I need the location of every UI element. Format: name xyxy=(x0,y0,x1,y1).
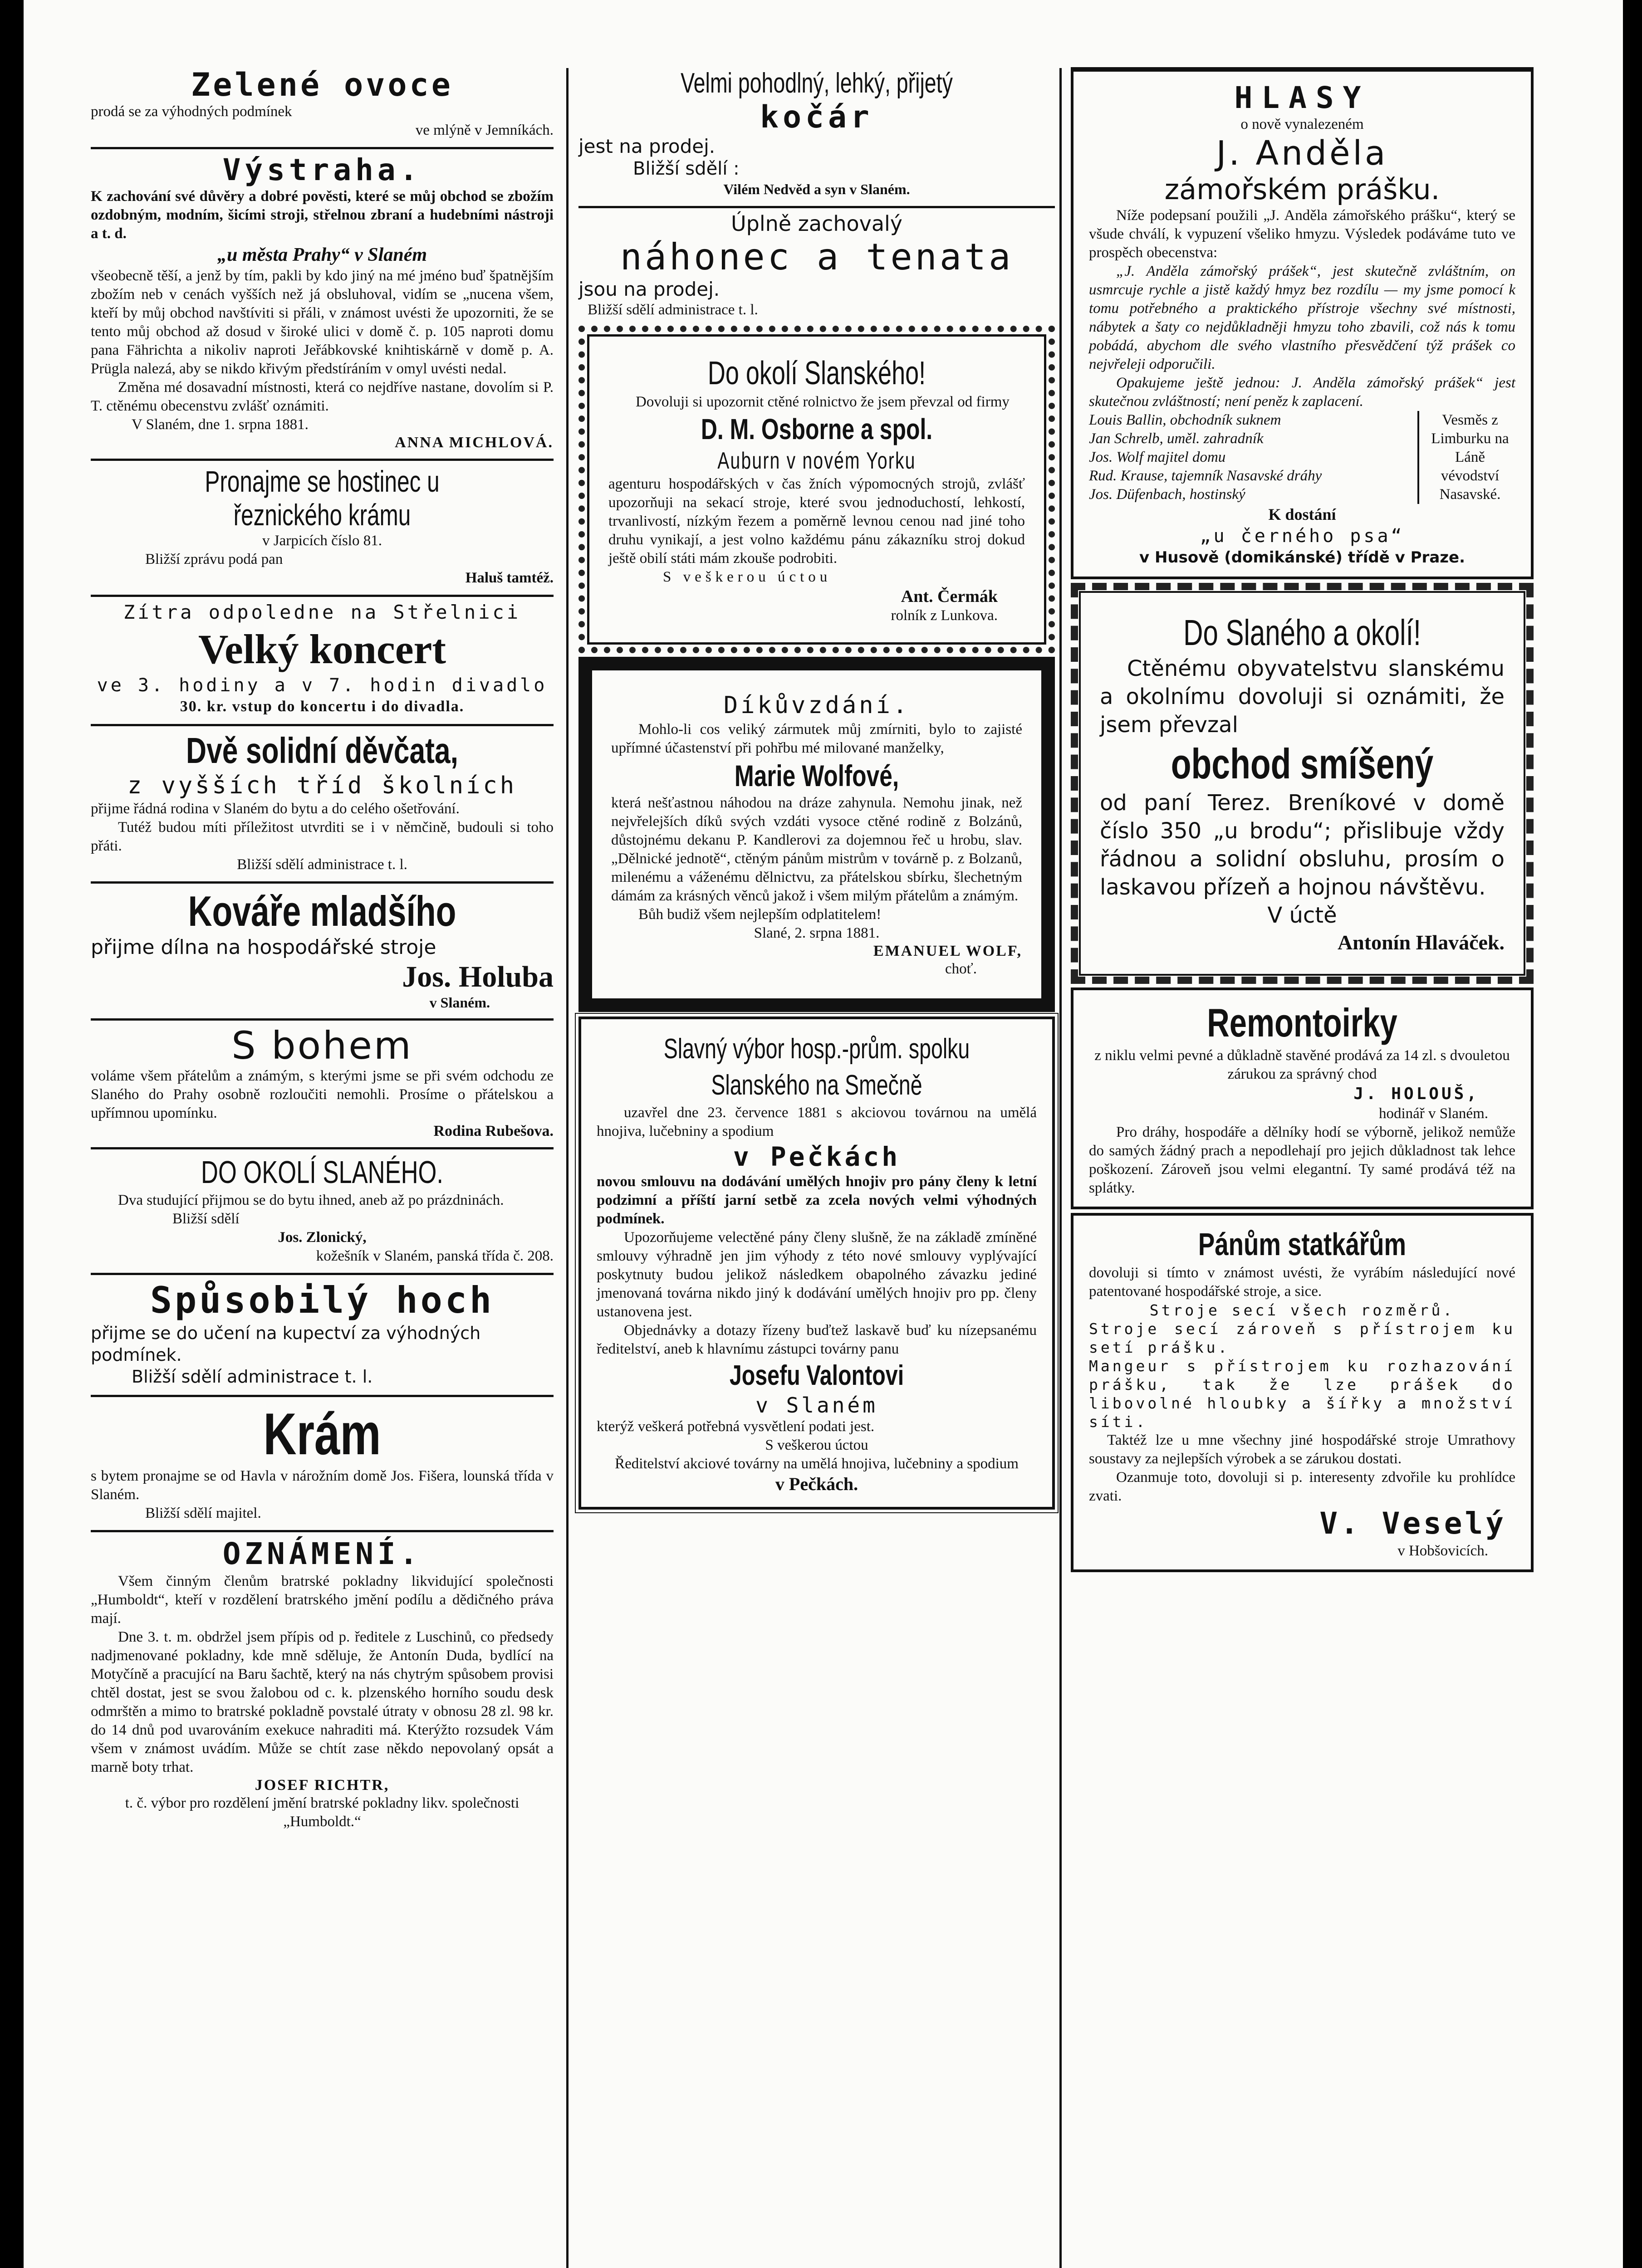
ad-heading: Výstraha. xyxy=(222,152,422,187)
ad-text: Ředitelství akciové továrny na umělá hnojiva, lučebniny a spodium xyxy=(615,1456,1019,1472)
ad-text: ve 3. hodiny a v 7. hodin divadlo xyxy=(97,675,548,696)
name-entry: Rud. Krause, tajemník Nasavské dráhy xyxy=(1089,468,1322,484)
ad-title: Josefu Valontovi xyxy=(729,1360,904,1391)
ad-text: Změna mé dosavadní místnosti, která co nejdříve nastane, dovolím si P. T. ctěnému obecenstvu zvlášť oznámiti. xyxy=(91,379,554,414)
ad-fertilizer-frame xyxy=(578,1017,1055,1510)
ad-carriage xyxy=(578,64,1055,208)
ad-apprentice xyxy=(91,1275,554,1397)
ad-text: „J. Anděla zámořský prášek“, jest skutečně zvláštním, on usmrcuje rychle a jistě každý hmyz bez rozdílu — my jsme pomocí k tomu potřebného a praktického přístroje všechny své místnosti, nábytek a šaty co nejdůkladněji hmyzu toho zbavili, což nás k tomu pobádá, abychom dle svého vlastního přesvědčení týž prášek co nejvřeleji odporučili. xyxy=(1089,263,1515,372)
ad-title: J. Anděla xyxy=(1216,134,1388,173)
ad-heading: Velmi pohodlný, lehký, přijetý xyxy=(681,68,953,99)
ad-text: K dostání xyxy=(1268,505,1336,523)
ad-students xyxy=(91,1149,554,1275)
ad-text: kterýž veškerá potřebná vysvětlení podati jest. xyxy=(597,1418,875,1435)
name-list xyxy=(1089,411,1413,504)
ad-subheading: Auburn v novém Yorku xyxy=(717,448,916,474)
ad-signature: V. Veselý xyxy=(1319,1506,1506,1541)
ad-text: Dovoluji si upozornit ctěné rolnictvo že jsem převzal od firmy xyxy=(636,394,1010,410)
ad-text: Vesměs z Limburku na Láně vévodství Nasavské. xyxy=(1431,412,1509,503)
testimonial-names xyxy=(1089,411,1515,504)
ad-signature: Rodina Rubešova. xyxy=(433,1123,554,1139)
ad-concert xyxy=(91,597,554,726)
ad-powder-frame xyxy=(1071,67,1534,579)
ad-text: Bližší sdělí xyxy=(172,1211,240,1227)
ad-text: Níže podepsaní použili „J. Anděla zámořského prášku“, který se všude chválí, k vypuzení všeliko hmyzu. Výsledek podáváme tuto ve prospěch obecenstva: xyxy=(1089,207,1515,261)
ad-watches-frame xyxy=(1071,987,1534,1209)
ad-text: v Jarpicích číslo 81. xyxy=(262,533,382,549)
ad-heading: Do okolí Slanského! xyxy=(707,355,926,391)
ad-text: Bůh budiž všem nejlepším odplatitelem! xyxy=(638,906,882,923)
name-entry: Jan Schrelb, uměl. zahradník xyxy=(1089,430,1264,447)
ad-text: v Husově (domikánské) třídě v Praze. xyxy=(1139,548,1466,567)
name-entry: Jos. Düfenbach, hostinský xyxy=(1089,486,1245,503)
ad-shop xyxy=(91,1397,554,1532)
ad-signature: v Pečkách. xyxy=(775,1474,858,1494)
ad-text: o nově vynalezeném xyxy=(1240,116,1364,132)
ad-heading: Zítra odpoledne na Střelnici xyxy=(123,601,521,623)
ad-date: Slané, 2. srpna 1881. xyxy=(754,925,880,941)
scan-edge-left xyxy=(0,0,24,2268)
ad-title: obchod smíšený xyxy=(1171,740,1434,787)
name-entry: Louis Ballin, obchodník suknem xyxy=(1089,412,1281,428)
ad-heading: Remontoirky xyxy=(1207,1000,1397,1045)
ad-text: všeobecně těší, a jenž by tím, pakli by kdo jiný na mé jméno buď špatnějším zbožím neb v cenách vyšších než já obsluhoval, vidím se „nucena všem, kteří by můj obchod navštíviti si přáli, v známost uvésti že upozorniti, že se tento můj obchod až dosud v široké ulici v domě č. p. 105 naproti domu pana Fährichta a nikoliv naproti Jeřábkovské knihtiskárně v domě p. A. Prügla nalezá, aby se nikdo křivým předstíráním v omyl uvésti nedal. xyxy=(91,268,554,377)
ad-signature: Antonín Hlaváček. xyxy=(1337,931,1505,954)
ad-text: Upozorňujeme velectěné pány členy slušně, že na základě zmíněné smlouvy výhradně jen jim výhody z této nové smlouvy vyplývající poskytnuty budou jelikož následkem obapolného závazku jediné jmenovaná továrna nikdo jiný k dodávání umělých hnojiv pro pp. členy ustanovena jest. xyxy=(597,1229,1037,1320)
ad-title: Velký koncert xyxy=(198,626,446,672)
ad-heading: Do Slaného a okolí! xyxy=(1183,612,1421,653)
ad-blacksmith xyxy=(91,884,554,1021)
ad-heading: Díkůvzdání. xyxy=(723,692,910,719)
ad-text: přijme se do učení na kupectví za výhodných podmínek. xyxy=(91,1323,481,1365)
ad-signature-place: v Slaném. xyxy=(429,994,490,1011)
ad-text: V úctě xyxy=(1267,903,1337,928)
ad-heading: Kováře mladšího xyxy=(188,887,456,935)
ad-signature: ANNA MICHLOVÁ. xyxy=(395,434,554,451)
ad-heading: OZNÁMENÍ. xyxy=(222,1536,422,1571)
ad-text: Bližší sdělí administrace t. l. xyxy=(132,1367,373,1387)
ad-signature-place: hodinář v Slaném. xyxy=(1378,1105,1488,1122)
ad-text: Bližší zprávu podá pan xyxy=(145,551,283,567)
ad-title: zámořském prášku. xyxy=(1164,173,1440,206)
ad-signature: Haluš tamtéž. xyxy=(465,570,554,586)
ad-two-girls xyxy=(91,726,554,884)
ad-heading: Zelené ovoce xyxy=(191,66,453,103)
ad-text: Bližší sdělí majitel. xyxy=(145,1505,261,1521)
ad-subheading: v Pečkách xyxy=(733,1141,901,1172)
ad-text: Dne 3. t. m. obdržel jsem přípis od p. ředitele z Luschinů, co předsedy nadjmenované pokladny, kde mně sděluje, že Antonín Duda, bydlící na Motyčíně a pracující na Baru šachtě, který na nás chytrým spůsobem provisi chtěl dostat, jest se svou žalobou od c. k. plzenského horního soudu desk odmrštěn a mimo to bratrské pokladně povstalé útraty v obnosu 28 zl. 98 kr. do 14 dnů pod uvarováním exekuce nahraditi má. Kterýžto rozsudek Vám všem v známost uvádím. Může se chtít zase někdo nepovolaný opsát a marně boty trhat. xyxy=(91,1629,554,1775)
ad-announcement xyxy=(91,1532,554,1838)
ad-signature: J. HOLOUŠ, xyxy=(1353,1085,1479,1103)
ad-title: Marie Wolfové, xyxy=(734,759,899,792)
ad-estate-owners-frame xyxy=(1071,1213,1534,1572)
ad-text: Všem činným členům bratrské pokladny likvidující společnosti „Humboldt“, kteří v rozdělení bratrského jmění podílu a dědičného práva mají. xyxy=(91,1573,554,1627)
ad-subheading: Úplně zachovalý xyxy=(730,211,903,236)
column-left xyxy=(91,64,554,1838)
ad-heading: S bohem xyxy=(231,1023,413,1068)
column-rule-1 xyxy=(566,68,569,2268)
ad-text: přijme dílna na hospodářské stroje xyxy=(91,936,436,959)
ad-signature: Jos. Zlonický, xyxy=(278,1229,367,1246)
ad-signature-place: rolník z Lunkova. xyxy=(891,607,998,624)
ad-green-fruit xyxy=(91,64,554,149)
ad-signature-place: t. č. výbor pro rozdělení jmění bratrské pokladny likv. společnosti „Humboldt.“ xyxy=(125,1795,520,1830)
ad-date: V Slaném, dne 1. srpna 1881. xyxy=(132,416,309,433)
ad-subheading: v Slaném xyxy=(755,1393,878,1418)
ad-text: jsou na prodej. xyxy=(578,278,720,300)
ad-text: Stroje secí zároveň s přístrojem ku setí prášku. xyxy=(1089,1320,1515,1356)
ad-text: Tutéž budou míti příležitost utvrditi se i v němčině, budouli si toho přáti. xyxy=(91,819,554,854)
column-middle xyxy=(578,64,1055,1514)
ad-text: dovoluji si tímto v známost uvésti, že vyrábím následující nové patentované hospodářské stroje, a sice. xyxy=(1089,1265,1515,1300)
ad-text: Opakujeme ještě jednou: J. Anděla zámořský prášek“ jest skutečnou zvláštností; není peněz k zaplacení. xyxy=(1089,375,1515,410)
ad-heading: HLASY xyxy=(1234,80,1370,115)
ad-heading: náhonec a tenata xyxy=(620,236,1014,278)
ad-signature-place: v Hobšovicích. xyxy=(1397,1543,1488,1559)
ad-text: která nešťastnou náhodou na dráze zahynula. Nemohu jinak, než nejvřelejších díků svých vzdáti vysoce ctěné rodině z Bolzánů, důstojnému dekanu P. Kandlerovi za dojemnou řeč u hrobu, slav. „Dělnické jednotě“, ctěným pánům mistrům v továrně p. z Bolzanů, milenému a váženému dělnictvu, za přátelskou sbírku, šlechetným dámám za krásných věnců jakož i všem milým přátelům a známým. xyxy=(611,795,1022,904)
ad-text: S veškerou úctou xyxy=(663,569,832,585)
ad-heading: Pánům statkářům xyxy=(1198,1227,1407,1262)
ad-thanks-frame xyxy=(578,657,1055,1012)
ad-text: z niklu velmi pevné a důkladně stavěné prodává za 14 zl. s dvouletou zárukou za správný chod xyxy=(1094,1047,1510,1082)
ad-heading: DO OKOLÍ SLANÉHO. xyxy=(201,1154,443,1190)
ad-text: Ozanmuje toto, dovoluji si p. interesenty zdvořile ku prohlídce zvati. xyxy=(1089,1469,1515,1504)
ad-text: Mangeur s přístrojem ku rozhazování prášku, tak že lze prášek do libovolné hloubky a šířky a množství síti. xyxy=(1089,1357,1515,1431)
name-entry: Jos. Wolf majitel domu xyxy=(1089,449,1226,465)
ad-inn-lease xyxy=(91,461,554,597)
ad-text: prodá se za výhodných podmínek xyxy=(91,103,292,120)
ad-text: K zachování své důvěry a dobré pověsti, které se můj obchod se zbožím ozdobným, modním, šicími stroji, střelnou zbraní a hudebními nástroji a t. d. xyxy=(91,188,554,242)
ad-farewell xyxy=(91,1021,554,1149)
ad-signature: EMANUEL WOLF, xyxy=(873,943,1022,959)
ad-text: s bytem pronajme se od Havla v nárožním domě Jos. Fišera, lounská třída v Slaném. xyxy=(91,1468,554,1503)
ad-nets xyxy=(578,208,1055,323)
ad-text: novou smlouvu na dodávání umělých hnojiv pro pány členy k letní podzimní a příští jarní setbě za zcela nových velmi výhodných podmínek. xyxy=(597,1173,1037,1227)
ad-text: Taktéž lze u mne všechny jiné hospodářské stroje Umrathovy soustavy za nejlepších výrobek a se zárukou dostati. xyxy=(1089,1432,1515,1467)
ad-text: Stroje secí všech rozměrů. xyxy=(1149,1301,1455,1319)
ad-title: D. M. Osborne a spol. xyxy=(701,413,933,445)
ad-title: kočár xyxy=(760,99,873,135)
ad-subheading: „u černého psa“ xyxy=(1200,526,1405,547)
column-right xyxy=(1071,64,1534,1576)
ad-heading: Spůsobilý hoch xyxy=(150,1279,495,1321)
ad-osborne-frame xyxy=(578,326,1055,653)
ad-text: S veškerou úctou xyxy=(765,1437,868,1453)
ad-text: Objednávky a dotazy řízeny buďtež laskavě buď ku nízepsanému ředitelství, aneb k hlavnímu zástupci továrny panu xyxy=(597,1322,1037,1357)
ad-text: Pro dráhy, hospodáře a dělníky hodí se výborně, jelikož nemůže do samých žádný prach a nepodlehají pro jejich důkladnost tak lehce poškození. Zároveň jsou velmi elegantní. Ty samé prodává též na splátky. xyxy=(1089,1124,1515,1196)
ad-signature: Ant. Čermák xyxy=(901,587,998,606)
ad-subheading: z vyšších tříd školních xyxy=(127,772,517,799)
ad-text: přijme řádná rodina v Slaném do bytu a do celého ošetřování. xyxy=(91,801,460,817)
ad-heading: Pronajme se hostinec u řeznického krámu xyxy=(205,464,440,532)
ad-signature-place: choť. xyxy=(945,961,977,977)
ad-warning xyxy=(91,149,554,461)
ad-text: Ctěnému obyvatelstvu slanskému a okolnímu dovoluji si oznámiti, že jsem převzal xyxy=(1100,656,1505,738)
ad-mixed-shop-frame xyxy=(1071,583,1534,984)
ad-text: Dva studující přijmou se do bytu ihned, aneb až po prázdninách. xyxy=(118,1192,504,1208)
ad-signature: JOSEF RICHTR, xyxy=(255,1777,390,1794)
ad-text: od paní Terez. Breníkové v domě číslo 350 „u brodu“; přislibuje vždy řádnou a solidní obsluhu, prosím o laskavou přízeň a hojnou návštěvu. xyxy=(1100,790,1505,900)
name-brace xyxy=(1417,411,1515,504)
ad-signature: Jos. Holuba xyxy=(402,960,554,993)
ad-signature: Vilém Nedvěd a syn v Slaném. xyxy=(723,181,910,197)
ad-text: jest na prodej. xyxy=(578,135,716,157)
ad-text: Mohlo-li cos veliký zármutek můj zmírniti, bylo to zajisté upřímné účastenství při pohřbu mé milované manželky, xyxy=(611,721,1022,756)
ad-signature-place: kožešník v Slaném, panská třída č. 208. xyxy=(316,1248,554,1264)
ad-subheading: „u města Prahy“ v Slaném xyxy=(217,244,427,265)
ad-heading: Dvě solidní děvčata, xyxy=(186,730,458,771)
ad-text: Bližší sdělí administrace t. l. xyxy=(237,856,407,873)
ad-text: Bližší sdělí : xyxy=(633,158,740,179)
ad-text: ve mlýně v Jemníkách. xyxy=(415,122,554,138)
ad-text: agenturu hospodářských v čas žních výpomocných strojů, zvlášť upozorňuji na sekací stroje, které svou jednoduchostí, lehkostí, trvanlivostí, nízkým řezem a poměrně levnou cenou nad jiné toho druhu vynikají, a jest volno každému pánu zákazníku stroj dokud ještě obilí státi mám zkouše podrobiti. xyxy=(608,476,1025,567)
column-rule-2 xyxy=(1059,68,1062,2268)
ad-text: voláme všem přátelům a známým, s kterými jsme se při svém odchodu ze Slaného do Prahy osobně rozloučiti nemohli. Prosíme o přátelskou a upřímnou upomínku. xyxy=(91,1068,554,1121)
ad-text: uzavřel dne 23. července 1881 s akciovou továrnou na umělá hnojiva, lučebniny a spodium xyxy=(597,1105,1037,1139)
ad-text: 30. kr. vstup do koncertu i do divadla. xyxy=(180,698,465,715)
ad-heading: Slavný výbor hosp.-prům. spolku Slanského na Smečně xyxy=(663,1033,970,1101)
ad-heading: Krám xyxy=(263,1401,381,1467)
ad-text: Bližší sdělí administrace t. l. xyxy=(588,302,758,318)
scan-edge-right xyxy=(1623,0,1642,2268)
